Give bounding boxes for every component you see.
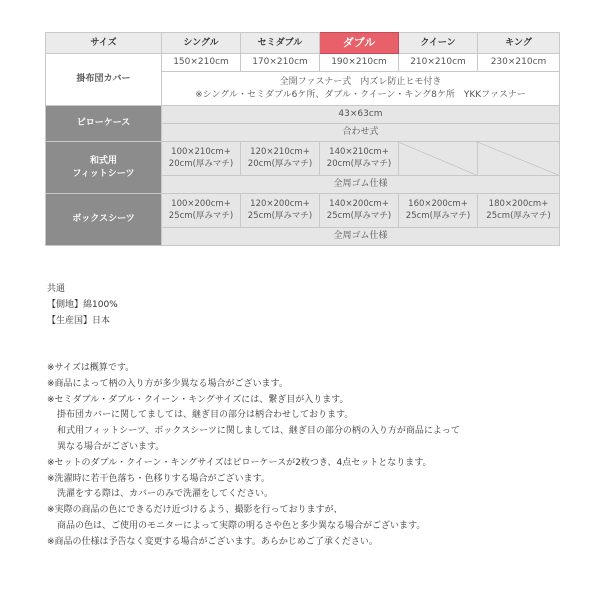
fitted-semi-double-dim: 120×210cm+ [250, 147, 310, 158]
fitted-king-not-available [478, 142, 560, 176]
duvet-label: 掛布団カバー [46, 54, 162, 106]
box-size-double [320, 194, 399, 228]
note-line: ※セミダブル・ダブル・クイーン・キングサイズには、繋ぎ目が入ります。 [47, 394, 349, 405]
box-semi-double-dim: 120×200cm+ [250, 199, 310, 210]
fitted-single-dim: 100×210cm+ [171, 147, 231, 158]
box-size-row [46, 194, 560, 228]
note-line: ※セットのダブル・クイーン・キングサイズはピローケースが2枚つき、4点セットとなります。 [47, 457, 432, 468]
duvet-size-king: 230×210cm [478, 54, 560, 72]
header-queen: クイーン [399, 33, 478, 54]
note-line: 異なる場合がございます。 [57, 441, 165, 452]
duvet-note-line2: ※シングル・セミダブル6ケ所、ダブル・クイーン・キング8ケ所 YKKファスナー [195, 89, 526, 100]
duvet-note [162, 72, 560, 106]
note-line: ※商品によって柄の入り方が多少異なる場合がございます。 [47, 378, 288, 389]
note-line [47, 329, 460, 345]
box-size-single [162, 194, 241, 228]
duvet-note-line1: 全開ファスナー式 内ズレ防止ヒモ付き [279, 77, 442, 88]
box-label: ボックスシーツ [46, 194, 162, 246]
note-line: 【側地】綿100% [47, 299, 118, 310]
header-semi-double: セミダブル [241, 33, 320, 54]
fitted-semi-double-depth: 20cm(厚みマチ) [247, 158, 313, 169]
box-double-depth: 25cm(厚みマチ) [326, 210, 392, 221]
note-line [47, 345, 460, 361]
note-line: 共通 [47, 284, 66, 294]
duvet-size-queen: 210×210cm [399, 54, 478, 72]
box-single-dim: 100×200cm+ [171, 199, 231, 210]
pillow-label: ピローケース [46, 106, 162, 142]
fitted-label-line2: フィットシーツ [72, 168, 135, 179]
note-line: 商品の色は、ご使用のモニターによって実際の明るさや色と多少異なる場合がございます。 [57, 520, 426, 531]
fitted-size-row [46, 142, 560, 176]
size-spec-table [45, 32, 560, 246]
box-size-semi-double [241, 194, 320, 228]
fitted-double-dim: 140×210cm+ [329, 147, 389, 158]
header-single: シングル [162, 33, 241, 54]
fitted-label [46, 142, 162, 194]
fitted-queen-not-available [399, 142, 478, 176]
fitted-size-double [320, 142, 399, 176]
box-queen-depth: 25cm(厚みマチ) [405, 210, 471, 221]
fitted-size-single [162, 142, 241, 176]
box-semi-double-depth: 25cm(厚みマチ) [247, 210, 313, 221]
product-notes [47, 282, 460, 551]
box-king-depth: 25cm(厚みマチ) [486, 210, 551, 221]
note-line: 掛布団カバーに関してましては、継ぎ目の部分は柄合わせしております。 [57, 410, 354, 421]
header-king: キング [478, 33, 560, 54]
note-line: 【生産国】日本 [47, 315, 111, 326]
fitted-single-depth: 20cm(厚みマチ) [168, 158, 234, 169]
box-size-king [478, 194, 560, 228]
header-row [46, 33, 560, 54]
duvet-size-single: 150×210cm [162, 54, 241, 72]
box-double-dim: 140×200cm+ [329, 199, 389, 210]
pillow-size-row [46, 106, 560, 124]
note-line: ※商品の仕様は予告なく変更する場合がございます。あらかじめご了承ください。 [47, 536, 378, 547]
fitted-size-semi-double [241, 142, 320, 176]
fitted-note: 全周ゴム仕様 [162, 176, 560, 194]
pillow-size: 43×63cm [162, 106, 560, 124]
box-single-depth: 25cm(厚みマチ) [168, 210, 234, 221]
box-size-queen [399, 194, 478, 228]
header-size: サイズ [46, 33, 162, 54]
duvet-size-double: 190×210cm [320, 54, 399, 72]
note-line: ※サイズは概算です。 [47, 362, 135, 373]
note-line: 洗濯をする際は、カバーのみで洗濯をしてください。 [57, 489, 274, 500]
note-line: 和式用フィットシーツ、ボックスシーツに関しましては、継ぎ目の部分の柄の入り方が商品によって [57, 426, 460, 437]
fitted-double-depth: 20cm(厚みマチ) [326, 158, 392, 169]
box-queen-dim: 160×200cm+ [408, 199, 468, 210]
box-note: 全周ゴム仕様 [162, 228, 560, 246]
note-line: ※洗濯時に若干色落ち・色移りする場合がございます。 [47, 473, 270, 484]
header-double: ダブル [320, 33, 399, 54]
pillow-note: 合わせ式 [162, 124, 560, 142]
duvet-size-semi-double: 170×210cm [241, 54, 320, 72]
note-line: ※実際の商品の色にできるだけ近づけるよう、撮影を行っておりますが、 [47, 505, 343, 516]
duvet-size-row [46, 54, 560, 72]
box-king-dim: 180×200cm+ [488, 199, 549, 210]
fitted-label-line1: 和式用 [89, 156, 117, 167]
